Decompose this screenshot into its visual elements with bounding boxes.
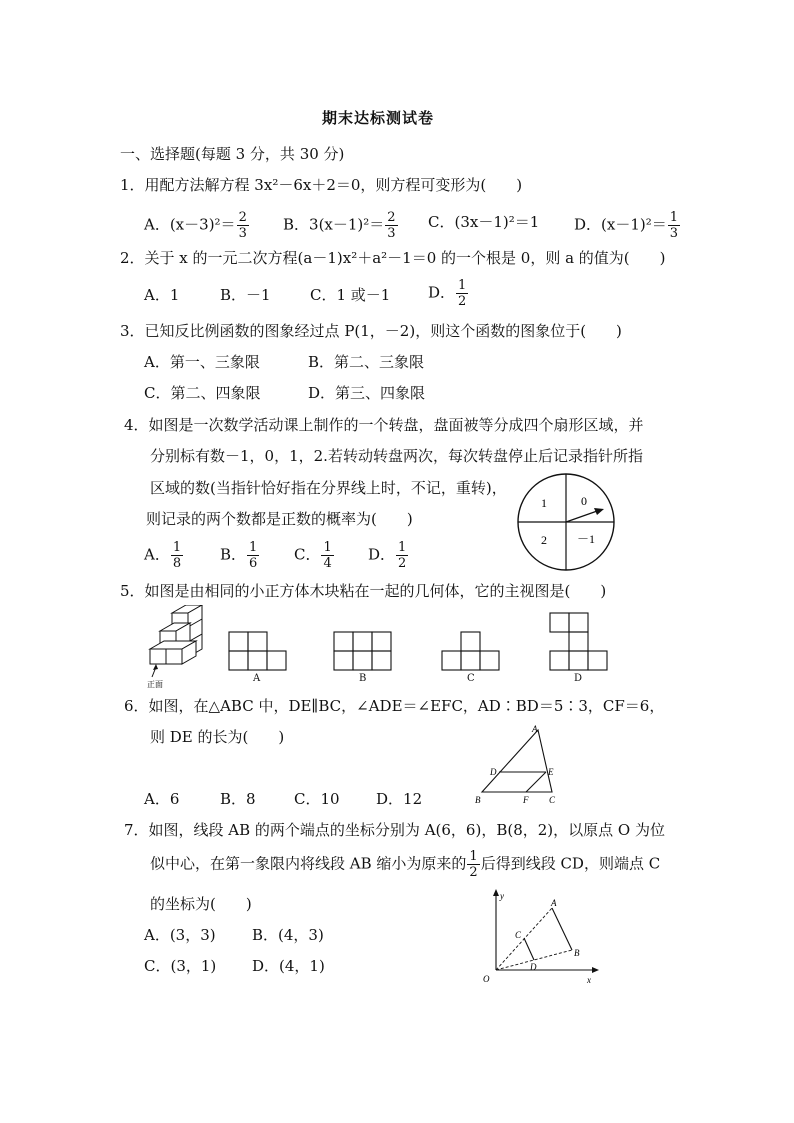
q7-frac-num: 1 <box>469 849 478 864</box>
front-label: 正面 <box>147 680 163 689</box>
q6-option-a: A．6 <box>144 790 180 808</box>
q6-triangle-figure <box>468 722 564 808</box>
q1-option-d <box>574 210 681 241</box>
q2-d-num: 1 <box>458 278 467 293</box>
spinner-pointer <box>566 510 600 522</box>
arrow-icon <box>594 508 604 515</box>
q1-b-den: 3 <box>387 226 396 241</box>
q3-option-d: D．第三、四象限 <box>308 384 426 402</box>
q2-d-text: D． <box>428 283 456 302</box>
q4-line-2: 分别标有数－1，0，1，2.若转动转盘两次，每次转盘停止后记录指针所指 <box>150 447 643 465</box>
q5-option-d-view <box>549 612 609 671</box>
q6-line-1: 6．如图，在△ABC 中，DE∥BC，∠ADE＝∠EFC，AD∶BD＝5∶3，CF＝6， <box>124 697 665 715</box>
q6-point-e: E <box>548 767 554 777</box>
q6-point-f: F <box>523 795 529 805</box>
q4-b-text: B． <box>220 545 247 564</box>
q5-label-b: B <box>359 673 367 684</box>
q6-option-c: C．10 <box>294 790 340 808</box>
q6-point-a: A <box>532 724 538 734</box>
q2-option-c: C．1 或－1 <box>310 286 391 304</box>
q4-b-den: 6 <box>249 556 258 571</box>
q1-d-den: 3 <box>669 226 679 241</box>
q7-axis-y: y <box>500 891 504 901</box>
q6-point-c: C <box>549 795 556 805</box>
q4-a-num: 1 <box>172 540 182 555</box>
x-axis-arrow-icon <box>592 967 599 973</box>
q5-option-b-view <box>333 631 393 671</box>
q7-point-b: B <box>574 948 580 958</box>
q1-d-text: D．(x－1)²＝ <box>574 215 667 234</box>
q6-option-d: D．12 <box>376 790 423 808</box>
q1-d-fraction <box>668 210 680 241</box>
q2-option-d <box>428 278 469 309</box>
q7-option-d: D．(4，1) <box>252 957 325 975</box>
q4-a-fraction <box>171 540 183 571</box>
q2-d-fraction <box>456 278 468 309</box>
q7-option-b: B．(4，3) <box>252 926 324 944</box>
q3-option-b: B．第二、三象限 <box>308 353 425 371</box>
q6-point-d: D <box>490 767 497 777</box>
q5-solid-figure <box>146 605 216 691</box>
q3-stem: 3．已知反比例函数的图象经过点 P(1，－2)，则这个函数的图象位于( ) <box>120 322 622 340</box>
q4-option-c <box>294 540 335 571</box>
q1-stem: 1．用配方法解方程 3x²－6x＋2＝0，则方程可变形为( ) <box>120 176 523 194</box>
q4-c-fraction <box>321 540 333 571</box>
section-heading: 一、选择题(每题 3 分，共 30 分) <box>120 145 345 163</box>
q4-line-3: 区域的数(当指针恰好指在分界线上时，不记，重转)， <box>150 479 507 497</box>
q5-label-d: D <box>574 673 583 684</box>
q7-option-a: A．(3，3) <box>144 926 216 944</box>
q1-b-num: 2 <box>387 210 396 225</box>
q1-option-c: C．(3x－1)²＝1 <box>428 213 540 231</box>
q7-line-2-prefix: 似中心，在第一象限内将线段 AB 缩小为原来的 <box>150 854 467 873</box>
q4-option-b <box>220 540 260 571</box>
q1-a-den: 3 <box>238 226 247 241</box>
q5-stem: 5．如图是由相同的小正方体木块粘在一起的几何体，它的主视图是( ) <box>120 582 607 600</box>
q2-stem: 2．关于 x 的一元二次方程(a－1)x²＋a²－1＝0 的一个根是 0，则 a 的值为( ) <box>120 249 666 267</box>
q4-b-fraction <box>247 540 259 571</box>
q7-line-2-fraction <box>467 849 479 880</box>
q4-c-text: C． <box>294 545 321 564</box>
q4-c-num: 1 <box>323 540 332 555</box>
q4-c-den: 4 <box>323 556 332 571</box>
q2-d-den: 2 <box>458 294 467 309</box>
q1-a-num: 2 <box>238 210 247 225</box>
q4-line-4: 则记录的两个数都是正数的概率为( ) <box>146 510 413 528</box>
q3-option-c: C．第二、四象限 <box>144 384 261 402</box>
spinner-label-bl: 2 <box>541 533 547 547</box>
q7-point-o: O <box>483 974 490 984</box>
q4-line-1: 4．如图是一次数学活动课上制作的一个转盘，盘面被等分成四个扇形区域，并 <box>124 416 644 434</box>
q4-d-text: D． <box>368 545 396 564</box>
q1-b-fraction <box>385 210 397 241</box>
q1-b-text: B．3(x－1)²＝ <box>283 215 385 234</box>
q6-option-b: B．8 <box>220 790 256 808</box>
q7-axis-x: x <box>587 975 591 985</box>
q7-option-c: C．(3，1) <box>144 957 217 975</box>
q5-label-c: C <box>467 673 475 684</box>
q4-d-num: 1 <box>398 540 407 555</box>
q4-a-den: 8 <box>172 556 182 571</box>
q7-point-c: C <box>515 930 522 940</box>
q5-option-a-view <box>228 631 288 671</box>
q6-line-2: 则 DE 的长为( ) <box>150 728 285 746</box>
q1-option-a <box>144 210 250 241</box>
q5-option-c-view <box>441 631 501 671</box>
q1-a-text: A．(x－3)²＝ <box>144 215 236 234</box>
q5-label-a: A <box>253 673 261 684</box>
spinner-label-tr: 0 <box>581 494 587 508</box>
q7-point-d: D <box>530 962 537 972</box>
q1-option-b <box>283 210 399 241</box>
spinner-figure <box>514 470 618 574</box>
q7-point-a: A <box>551 898 557 908</box>
q7-line-2-suffix: 后得到线段 CD，则端点 C <box>480 854 661 873</box>
q7-line-2 <box>150 849 660 880</box>
q3-option-a: A．第一、三象限 <box>144 353 260 371</box>
q2-option-a: A．1 <box>144 286 180 304</box>
q4-option-d <box>368 540 409 571</box>
q4-d-fraction <box>396 540 408 571</box>
q2-option-b: B．－1 <box>220 286 271 304</box>
q6-point-b: B <box>475 795 481 805</box>
q4-b-num: 1 <box>249 540 258 555</box>
q1-a-fraction <box>237 210 249 241</box>
q4-option-a <box>144 540 184 571</box>
q1-d-num: 1 <box>669 210 679 225</box>
q7-line-1: 7．如图，线段 AB 的两个端点的坐标分别为 A(6，6)，B(8，2)，以原点 O 为位 <box>124 821 665 839</box>
spinner-label-tl: 1 <box>541 496 547 510</box>
q4-d-den: 2 <box>398 556 407 571</box>
spinner-label-br: －1 <box>576 532 596 546</box>
page-title: 期末达标测试卷 <box>322 109 435 127</box>
q7-frac-den: 2 <box>469 865 478 880</box>
front-arrow-icon <box>153 664 158 670</box>
q4-a-text: A． <box>144 545 170 564</box>
y-axis-arrow-icon <box>493 889 499 896</box>
q7-coordinate-figure <box>472 888 602 988</box>
q7-line-3: 的坐标为( ) <box>150 895 252 913</box>
